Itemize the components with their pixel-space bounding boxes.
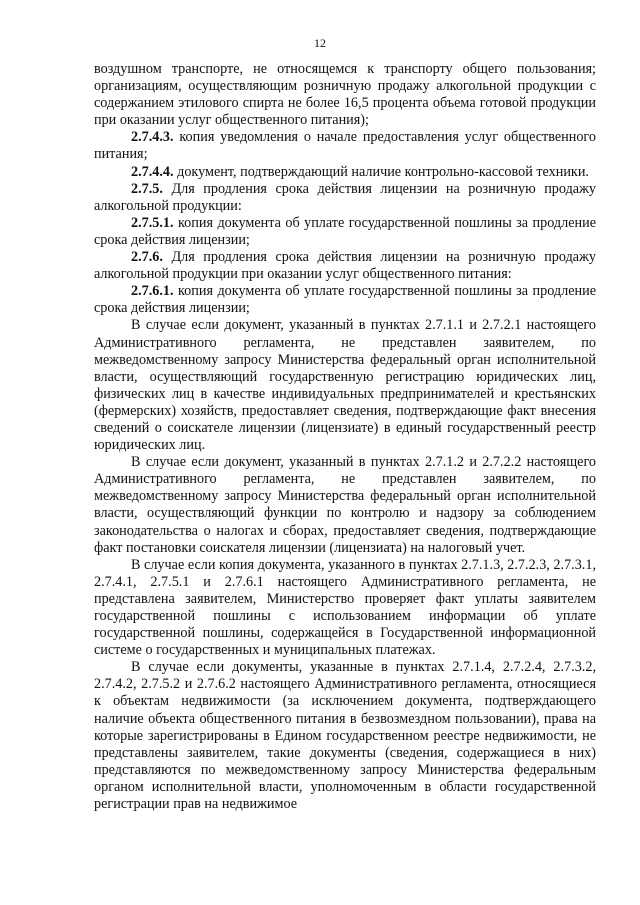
clause-number: 2.7.6.1. [131,283,174,300]
paragraph-text: В случае если документы, указанные в пунктах 2.7.1.4, 2.7.2.4, 2.7.3.2, 2.7.4.2, 2.7.5.2 и 2.7.6.2 настоящего Административного регламента, относящиеся к объектам недвижимости (за исключением документа, подтверждающего наличие объекта общественного питания в безвозмездном пользовании), права на которые зарегистрированы в Едином государственном реестре недвижимости, не представлены заявителем, такие документы (сведения, содержащиеся в них) представляются по межведомственному запросу Министерства федеральным органом исполнительной власти, уполномоченным в области государственной регистрации прав на недвижимое [94,659,596,813]
paragraph-text: В случае если копия документа, указанного в пунктах 2.7.1.3, 2.7.2.3, 2.7.3.1, 2.7.4.1, 2.7.5.1 и 2.7.6.1 настоящего Административного регламента, не представлена заявителем, Министерство проверяет факт уплаты заявителем государственной пошлины с использованием информации об уплате государственной пошлины, содержащейся в Государственной информационной системе о государственных и муниципальных платежах. [94,556,596,659]
paragraph [94,181,596,215]
page-number: 12 [314,36,326,50]
paragraph [94,129,596,163]
paragraph [94,215,596,249]
paragraph-text: воздушном транспорте, не относящемся к транспорту общего пользования; организациям, осуществляющим розничную продажу алкогольной продукции с содержанием этилового спирта не более 16,5 процента объема готовой продукции при оказании услуг общественного питания); [94,61,596,129]
paragraph [94,164,596,181]
paragraph [94,659,596,813]
paragraph [94,454,596,557]
paragraph-text: документ, подтверждающий наличие контрольно-кассовой техники. [173,163,589,180]
clause-number: 2.7.4.4. [131,163,174,180]
paragraph-text: В случае если документ, указанный в пунктах 2.7.1.2 и 2.7.2.2 настоящего Административного регламента, не представлен заявителем, по межведомственному запросу Министерства федеральный орган исполнительной власти, осуществляющий функции по контролю и надзору за соблюдением законодательства о налогах и сборах, предоставляет сведения, подтверждающие факт постановки соискателя лицензии (лицензиата) на налоговый учет. [94,454,596,556]
paragraph-text: копия документа об уплате государственной пошлины за продление срока действия лицензии; [94,283,596,317]
paragraph-text: Для продления срока действия лицензии на розничную продажу алкогольной продукции при оказании услуг общественного питания: [94,249,596,283]
paragraph [94,283,596,317]
clause-number: 2.7.5. [131,180,163,197]
paragraph-text: копия документа об уплате государственной пошлины за продление срока действия лицензии; [94,214,596,248]
body-text [94,61,596,813]
paragraph-text: В случае если документ, указанный в пунктах 2.7.1.1 и 2.7.2.1 настоящего Административного регламента, не представлен заявителем, по межведомственному запросу Министерства федеральный орган исполнительной власти, осуществляющий государственную регистрацию юридических лиц, физических лиц в качестве индивидуальных предпринимателей и крестьянских (фермерских) хозяйств, предоставляет сведения, подтверждающие факт внесения сведений о соискателе лицензии (лицензиате) в единый государственный реестр юридических лиц. [94,317,596,454]
paragraph-text: Для продления срока действия лицензии на розничную продажу алкогольной продукции: [94,180,596,214]
paragraph [94,317,596,454]
paragraph [94,61,596,129]
paragraph [94,249,596,283]
paragraph-text: копия уведомления о начале предоставления услуг общественного питания; [94,129,596,163]
paragraph [94,557,596,660]
clause-number: 2.7.5.1. [131,214,174,231]
clause-number: 2.7.4.3. [131,129,174,146]
clause-number: 2.7.6. [131,249,163,266]
